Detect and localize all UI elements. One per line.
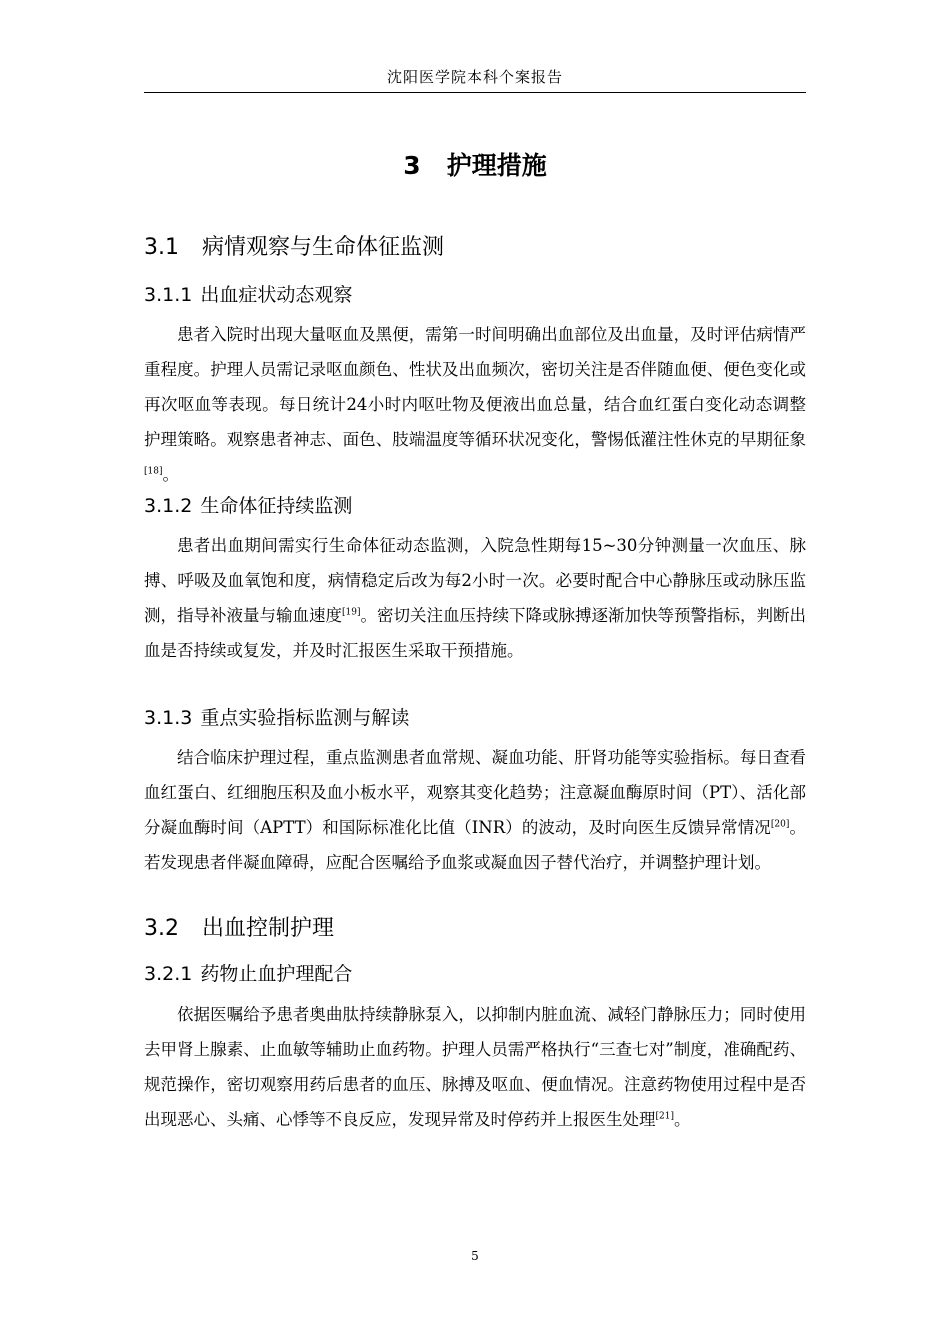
subsection-title: 生命体征持续监测: [200, 495, 353, 517]
subsection-title: 药物止血护理配合: [200, 963, 353, 985]
paragraph-tail: 。: [673, 1110, 691, 1129]
paragraph-3-1-1: [144, 317, 806, 492]
paragraph-3-2-1: [144, 997, 806, 1137]
section-number: 3.2: [144, 916, 179, 941]
chapter-number: 3: [403, 151, 421, 180]
header-text: 沈阳医学院本科个案报告: [386, 68, 563, 86]
paragraph-text: 患者出血期间需实行生命体征动态监测，入院急性期每15~30分钟测量一次血压、脉搏、呼吸及血氧饱和度，病情稳定后改为每2小时一次。必要时配合中心静脉压或动脉压监测，指导补液量与输血速度: [144, 536, 806, 625]
paragraph-text: 依据医嘱给予患者奥曲肽持续静脉泵入，以抑制内脏血流、减轻门静脉压力；同时使用去甲肾上腺素、止血敏等辅助止血药物。护理人员需严格执行“三查七对”制度，准确配药、规范操作，密切观察用药后患者的血压、脉搏及呕血、便血情况。注意药物使用过程中是否出现恶心、头痛、心悸等不良反应，发现异常及时停药并上报医生处理: [144, 1005, 806, 1129]
section-number: 3.1: [144, 235, 179, 260]
chapter-title: [144, 146, 806, 186]
chapter-title-text: 护理措施: [446, 151, 547, 180]
subsection-number: 3.1.2: [144, 495, 193, 517]
section-title: 病情观察与生命体征监测: [202, 235, 445, 260]
paragraph-tail: 。: [162, 465, 179, 484]
citation: [20]: [770, 819, 790, 830]
page-number: 5: [471, 1249, 479, 1263]
subsection-heading-3-2-1: [144, 959, 352, 989]
subsection-title: 重点实验指标监测与解读: [200, 707, 410, 729]
subsection-heading-3-1-1: [144, 280, 352, 310]
citation: [19]: [342, 607, 361, 618]
subsection-heading-3-1-3: [144, 703, 409, 733]
paragraph-tail: 。若发现患者伴凝血障碍，应配合医嘱给予血浆或凝血因子替代治疗，并调整护理计划。: [144, 818, 806, 872]
subsection-number: 3.1.1: [144, 284, 193, 306]
section-heading-3-2: [144, 913, 334, 945]
paragraph-3-1-2: [144, 528, 806, 668]
citation: [18]: [144, 466, 163, 477]
citation: [21]: [655, 1111, 674, 1122]
subsection-title: 出血症状动态观察: [200, 284, 353, 306]
section-title: 出血控制护理: [202, 916, 335, 941]
paragraph-text: 结合临床护理过程，重点监测患者血常规、凝血功能、肝肾功能等实验指标。每日查看血红蛋白、红细胞压积及血小板水平，观察其变化趋势；注意凝血酶原时间（PT）、活化部分凝血酶时间（APTT）和国际标准化比值（INR）的波动，及时向医生反馈异常情况: [144, 748, 806, 837]
paragraph-text: 患者入院时出现大量呕血及黑便，需第一时间明确出血部位及出血量，及时评估病情严重程度。护理人员需记录呕血颜色、性状及出血频次，密切关注是否伴随血便、便色变化或再次呕血等表现。每日统计24小时内呕吐物及便液出血总量，结合血红蛋白变化动态调整护理策略。观察患者神志、面色、肢端温度等循环状况变化，警惕低灌注性休克的早期征象: [144, 325, 806, 449]
section-heading-3-1: [144, 232, 444, 264]
paragraph-tail: 。密切关注血压持续下降或脉搏逐渐加快等预警指标，判断出血是否持续或复发，并及时汇报医生采取干预措施。: [144, 606, 807, 660]
page-header: [144, 62, 806, 93]
subsection-number: 3.2.1: [144, 963, 193, 985]
subsection-number: 3.1.3: [144, 707, 193, 729]
paragraph-3-1-3: [144, 740, 806, 880]
subsection-heading-3-1-2: [144, 491, 352, 521]
